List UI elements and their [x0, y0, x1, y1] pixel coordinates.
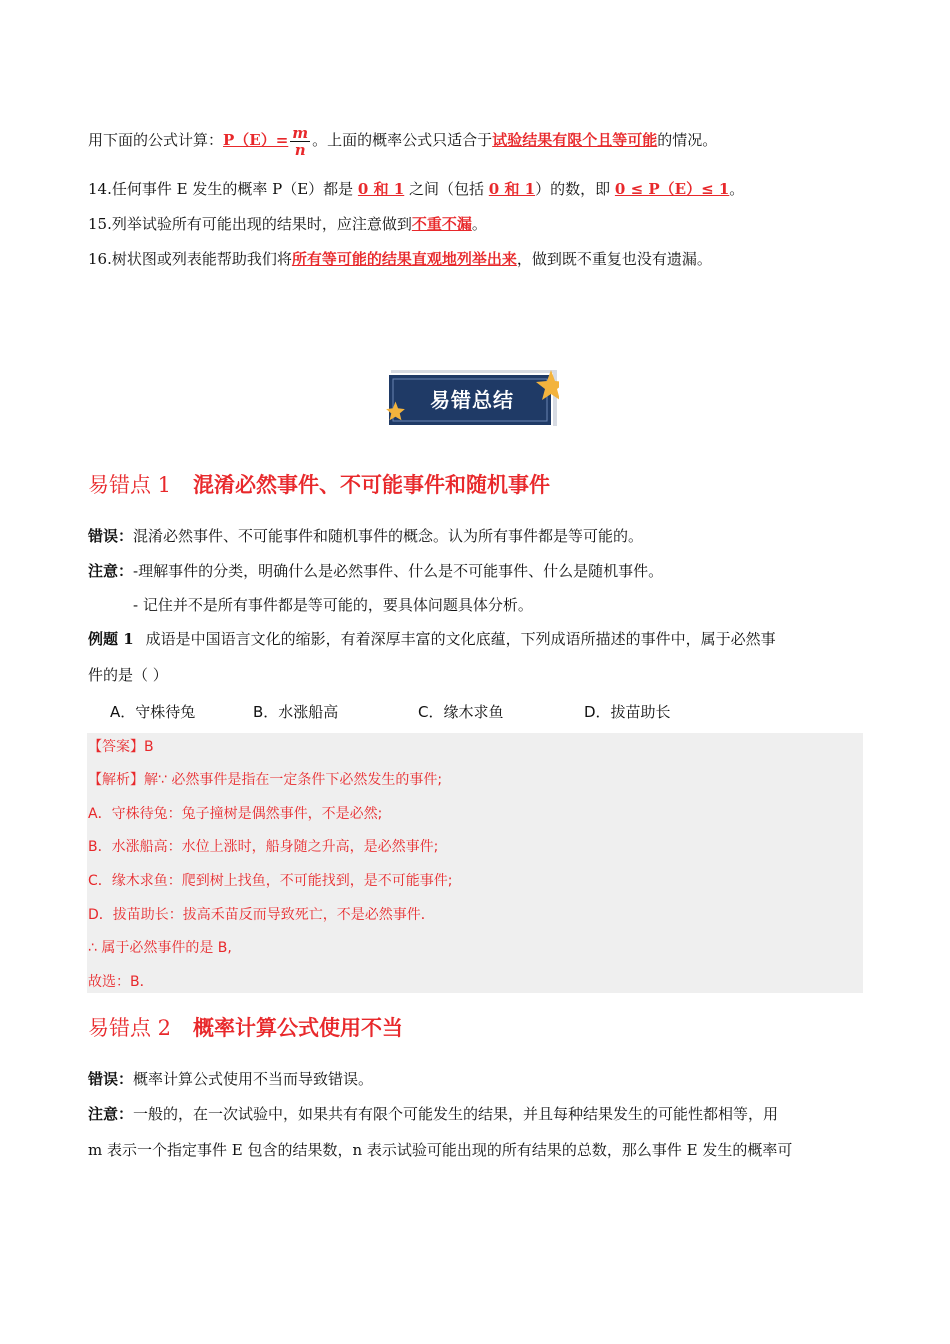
intro-line	[88, 124, 717, 158]
banner-title: 易错总结	[430, 388, 514, 412]
answer-line: 故选：B．	[88, 974, 154, 990]
item-16: 16.树状图或列表能帮助我们将所有等可能的结果直观地列举出来，做到既不重复也没有遗漏。	[88, 250, 712, 268]
answer-line: ∴ 属于必然事件的是 B,	[88, 940, 232, 956]
point1-error: 错误：混淆必然事件、不可能事件和随机事件的概念。认为所有事件都是等可能的。	[88, 527, 644, 545]
point1-heading: 易错点 1 混淆必然事件、不可能事件和随机事件	[88, 472, 551, 497]
point2-heading: 易错点 2 概率计算公式使用不当	[88, 1015, 404, 1040]
intro-prefix: 用下面的公式计算：	[88, 131, 224, 149]
formula: P（E）= $\frac{m}{n}$	[223, 123, 309, 159]
point1-note-2: - 记住并不是所有事件都是等可能的，要具体问题具体分析。	[133, 596, 533, 614]
item-15: 15.列举试验所有可能出现的结果时，应注意做到不重不漏。	[88, 215, 487, 233]
option-a: A．守株待兔	[110, 703, 196, 721]
intro-highlight: 试验结果有限个且等可能	[492, 131, 658, 149]
option-b: B．水涨船高	[253, 703, 339, 721]
point2-error: 错误：概率计算公式使用不当而导致错误。	[88, 1070, 374, 1088]
answer-line: B．水涨船高：水位上涨时，船身随之升高，是必然事件;	[88, 839, 439, 855]
answer-line: D．拔苗助长：拔高禾苗反而导致死亡，不是必然事件．	[88, 907, 435, 923]
point1-note: 注意：-理解事件的分类，明确什么是必然事件、什么是不可能事件、什么是随机事件。	[88, 562, 664, 580]
answer-line: 【解析】解∵ 必然事件是指在一定条件下必然发生的事件;	[88, 772, 443, 788]
point2-note: 注意：一般的，在一次试验中，如果共有有限个可能发生的结果，并且每种结果发生的可能性都相等，用	[88, 1105, 779, 1123]
section-banner	[385, 368, 559, 430]
example-1-line2: 件的是（ ）	[88, 666, 168, 684]
answer-line: A．守株待兔：兔子撞树是偶然事件，不是必然;	[88, 806, 383, 822]
option-c: C．缘木求鱼	[418, 703, 504, 721]
intro-suffix: 的情况。	[657, 131, 718, 149]
example-1: 例题 1 成语是中国语言文化的缩影，有着深厚丰富的文化底蕴，下列成语所描述的事件中，属于必然事	[88, 630, 776, 648]
option-d: D．拔苗助长	[584, 703, 671, 721]
answer-line: 【答案】B	[88, 739, 154, 755]
point2-note-2: m 表示一个指定事件 E 包含的结果数，n 表示试验可能出现的所有结果的总数，那么事件 E 发生的概率可	[88, 1141, 793, 1159]
intro-middle: 。上面的概率公式只适合于	[312, 131, 493, 149]
answer-line: C．缘木求鱼：爬到树上找鱼，不可能找到，是不可能事件;	[88, 873, 453, 889]
item-14: 14.任何事件 E 发生的概率 P（E）都是 0 和 1 之间（包括 0 和 1）的数，即 0 ≤ P（E）≤ 1。	[88, 180, 745, 198]
